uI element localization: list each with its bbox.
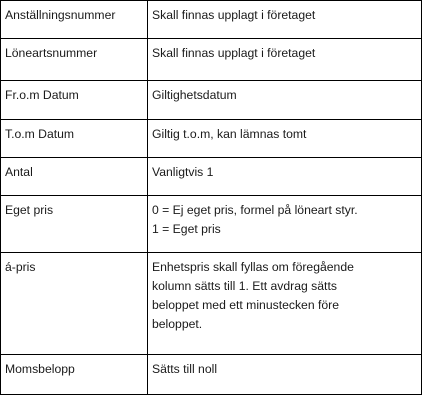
- table-row: [1, 355, 422, 395]
- description-line: beloppet.: [152, 317, 203, 331]
- table-row: [1, 253, 422, 355]
- field-description-cell: [148, 158, 422, 196]
- description-line: Giltighetsdatum: [152, 88, 237, 102]
- description-line: Giltig t.o.m, kan lämnas tomt: [152, 127, 307, 141]
- table-row: [1, 1, 422, 39]
- description-line: Skall finnas upplagt i företaget: [152, 46, 316, 60]
- field-description-cell: [148, 253, 422, 355]
- field-description-cell: [148, 1, 422, 39]
- field-description-cell: [148, 120, 422, 158]
- field-name-cell: Fr.o.m Datum: [1, 81, 148, 120]
- field-description-cell: [148, 196, 422, 253]
- field-name-cell: Momsbelopp: [1, 355, 148, 395]
- description-line: Sätts till noll: [152, 362, 218, 376]
- table-row: [1, 196, 422, 253]
- table-row: [1, 39, 422, 81]
- description-line: kolumn sätts till 1. Ett avdrag sätts: [152, 279, 337, 293]
- description-line: beloppet med ett minustecken före: [152, 298, 339, 312]
- field-name-cell: Eget pris: [1, 196, 148, 253]
- description-line: Skall finnas upplagt i företaget: [152, 8, 316, 22]
- field-name-cell: á-pris: [1, 253, 148, 355]
- table-row: [1, 158, 422, 196]
- description-line: 0 = Ej eget pris, formel på löneart styr.: [152, 203, 358, 217]
- table-row: [1, 81, 422, 120]
- field-name-cell: Löneartsnummer: [1, 39, 148, 81]
- field-description-cell: [148, 39, 422, 81]
- field-description-cell: [148, 355, 422, 395]
- description-line: 1 = Eget pris: [152, 222, 221, 236]
- field-name-cell: Antal: [1, 158, 148, 196]
- field-name-cell: T.o.m Datum: [1, 120, 148, 158]
- description-line: Vanligtvis 1: [152, 165, 214, 179]
- field-name-cell: Anställningsnummer: [1, 1, 148, 39]
- table-row: [1, 120, 422, 158]
- description-line: Enhetspris skall fyllas om föregående: [152, 260, 354, 274]
- field-description-cell: [148, 81, 422, 120]
